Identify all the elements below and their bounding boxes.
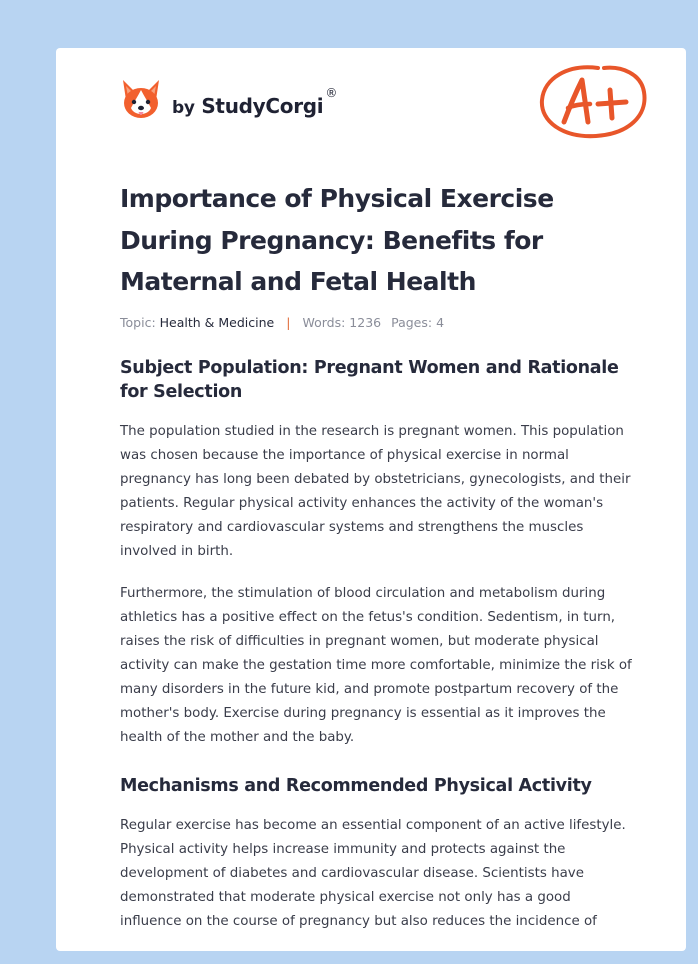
topic-link[interactable]: Health & Medicine — [159, 314, 275, 330]
article-meta — [120, 315, 632, 330]
studycorgi-logo[interactable] — [120, 76, 337, 124]
topic-label: Topic: — [120, 314, 156, 330]
brand-wordmark: StudyCorgi — [201, 94, 324, 118]
section-heading: Mechanisms and Recommended Physical Activity — [120, 775, 592, 796]
registered-mark: ® — [325, 86, 338, 100]
paragraph: The population studied in the research is pregnant women. This population was chosen because the importance of physical exercise in normal pregnancy has long been debated by obstetricians, gynecologists, and their patients. Regular physical activity enhances the activity of the woman's respiratory and cardiovascular systems and strengthens the muscles involved in birth. — [120, 423, 631, 559]
document-page — [56, 48, 686, 951]
brand-name — [172, 86, 338, 118]
section-heading: Subject Population: Pregnant Women and Rationale for Selection — [120, 357, 619, 402]
article — [120, 178, 632, 934]
corgi-icon — [120, 78, 162, 122]
article-title: Importance of Physical Exercise During Pregnancy: Benefits for Maternal and Fetal Health — [120, 184, 554, 296]
grade-text: A+ — [538, 60, 540, 61]
word-count: Words: 1236 — [302, 314, 382, 330]
meta-separator: | — [286, 314, 291, 330]
page-header — [56, 48, 686, 158]
paragraph: Regular exercise has become an essential component of an active lifestyle. Physical activity helps increase immunity and protects against the development of diabetes and cardiovascular disease. Scientists have demonstrated that moderate physical exercise not only has a good influence on the course of pregnancy but also reduces the incidence of — [120, 817, 626, 929]
grade-a-plus-badge — [538, 60, 650, 142]
paragraph: Furthermore, the stimulation of blood circulation and metabolism during athletics has a positive effect on the fetus's condition. Sedentism, in turn, raises the risk of difficulties in pregnant women, but moderate physical activity can make the gestation time more comfortable, minimize the risk of many disorders in the future kid, and promote postpartum recovery of the mother's body. Exercise during pregnancy is essential as it improves the health of the mother and the baby. — [120, 585, 632, 745]
page-count: Pages: 4 — [391, 314, 445, 330]
brand-by: by — [172, 98, 195, 118]
